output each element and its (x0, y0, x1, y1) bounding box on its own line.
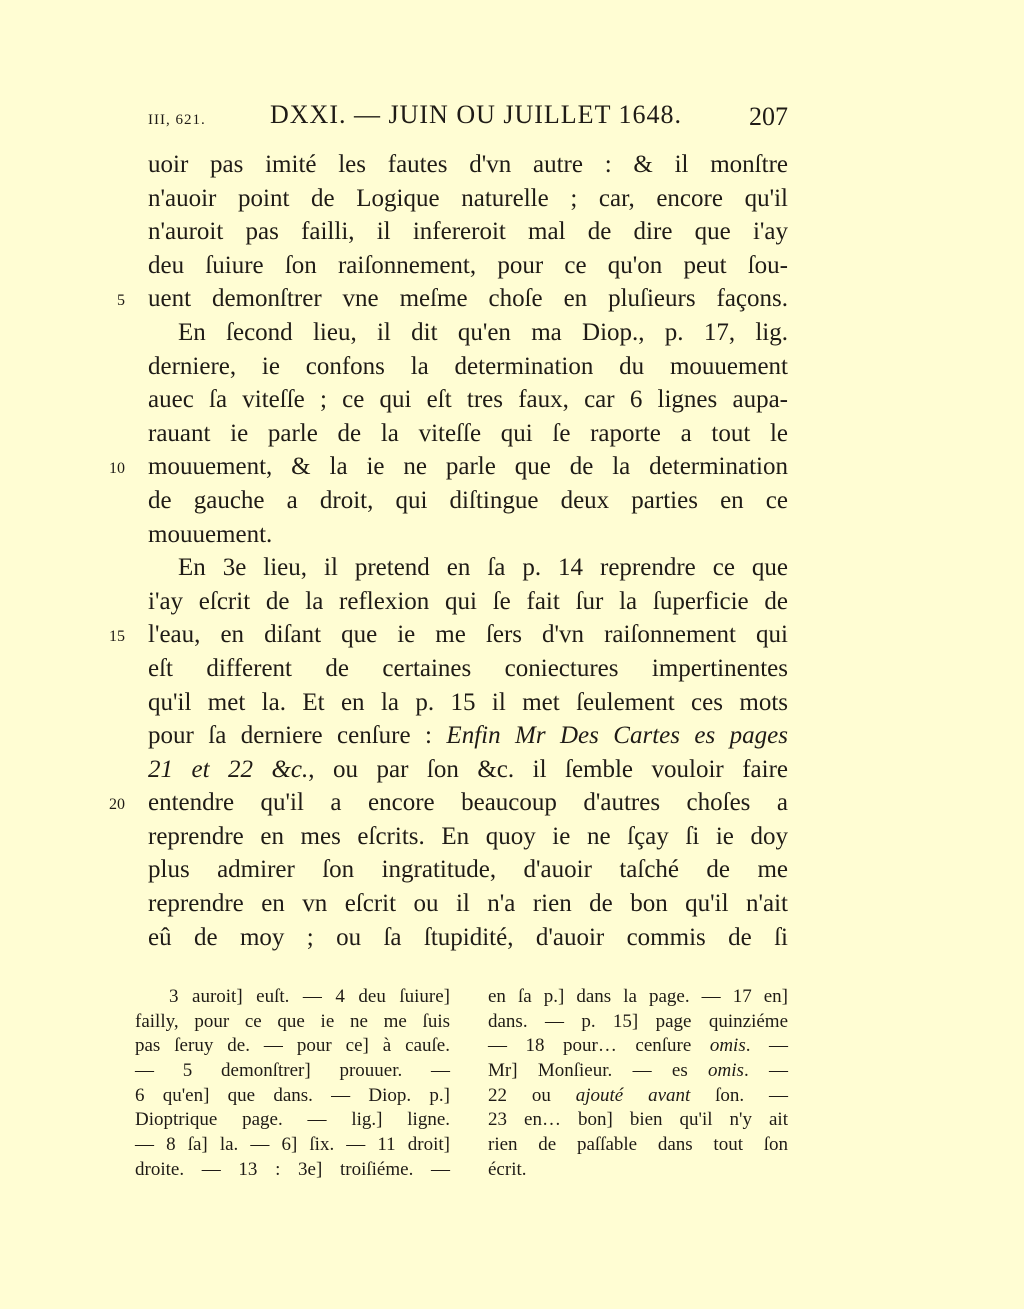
text-line: uent demonſtrer vne meſme choſe en pluſieurs façons. (148, 285, 788, 313)
footnote-line (488, 1059, 788, 1084)
footnote-italic: ajouté avant (575, 1084, 691, 1106)
italic-quote: 21 et 22 &c. (148, 755, 309, 783)
text-line: n'auroit pas failli, il infereroit mal de dire que i'ay (148, 218, 788, 246)
footnote-segment: ſon. — (690, 1084, 789, 1106)
footnote-line: rien de paſſable dans tout ſon (488, 1134, 788, 1156)
text-line: uoir pas imité les fautes d'vn autre : & il monſtre (148, 151, 788, 178)
text-line: En ſecond lieu, il dit qu'en ma Diop., p. 17, lig. (178, 318, 788, 346)
line-number: 5 (117, 292, 125, 309)
text-line: plus admirer ſon ingratitude, d'auoir taſché de me (148, 856, 788, 884)
footnote-segment: . — (743, 1060, 788, 1082)
footnote-line: 23 en… bon] bien qu'il n'y ait (488, 1109, 788, 1131)
footnote-line (488, 1084, 788, 1109)
text-line (148, 719, 788, 753)
text-line: reprendre en mes eſcrits. En quoy ie ne ſçay ſi ie doy (148, 822, 788, 850)
footnote-line: droite. — 13 : 3e] troiſiéme. — (135, 1158, 450, 1180)
text-line: entendre qu'il a encore beaucoup d'autres choſes a (148, 789, 788, 817)
text-line: eſt different de certaines coniectures impertinentes (148, 654, 788, 682)
italic-quote: Enfin Mr Des Cartes es pages (446, 722, 788, 750)
letter-text (148, 148, 788, 954)
volume-reference: III, 621. (148, 112, 206, 128)
footnote-line: — 5 demonſtrer] prouuer. — (135, 1060, 450, 1082)
text-line: n'auoir point de Logique naturelle ; car, encore qu'il (148, 184, 788, 212)
text-segment: , ou par ſon &c. il ſemble vouloir faire (308, 755, 788, 783)
line-number: 10 (109, 460, 125, 477)
footnote-segment: Mr] Monſieur. — es (488, 1060, 709, 1082)
footnote-line: en ſa p.] dans la page. — 17 en] (488, 986, 788, 1007)
footnote-line: écrit. (488, 1158, 527, 1180)
footnote-line: dans. — p. 15] page quinziéme (488, 1010, 788, 1032)
page-title: DXXI. — JUIN OU JUILLET 1648. (270, 100, 682, 129)
text-line: En 3e lieu, il pretend en ſa p. 14 reprendre ce que (178, 554, 788, 582)
text-line: reprendre en vn eſcrit ou il n'a rien de bon qu'il n'ait (148, 890, 788, 918)
running-header (140, 100, 790, 140)
line-number: 15 (109, 628, 125, 645)
footnote-line: 3 auroit] euſt. — 4 deu ſuiure] (169, 986, 450, 1007)
text-line: mouuement, & la ie ne parle que de la determination (148, 453, 788, 481)
text-line: de gauche a droit, qui diſtingue deux parties en ce (148, 486, 788, 514)
text-line: mouuement. (148, 520, 273, 548)
text-line: eû de moy ; ou ſa ſtupidité, d'auoir commis de ſi (148, 923, 788, 951)
text-line: deu ſuiure ſon raiſonnement, pour ce qu'on peut ſou- (148, 251, 788, 279)
footnote-italic: omis (709, 1035, 746, 1057)
line-number: 20 (109, 796, 125, 813)
footnotes-right-column (488, 985, 788, 1183)
footnote-line: failly, pour ce que ie ne me ſuis (135, 1010, 450, 1032)
footnote-line: 6 qu'en] que dans. — Diop. p.] (135, 1084, 450, 1106)
footnote-italic: omis (708, 1060, 744, 1082)
text-line: i'ay eſcrit de la reflexion qui ſe fait ſur la ſuperficie de (148, 587, 788, 615)
text-line (148, 753, 788, 787)
text-line: qu'il met la. Et en la p. 15 il met ſeulement ces mots (148, 688, 788, 716)
footnote-segment: . — (745, 1035, 789, 1057)
text-line: l'eau, en diſant que ie me ſers d'vn raiſonnement qui (148, 621, 788, 649)
text-segment: pour ſa derniere cenſure : (148, 722, 447, 750)
footnote-line: pas ſeruy de. — pour ce] à cauſe. (135, 1035, 450, 1057)
footnote-line: — 8 ſa] la. — 6] ſix. — 11 droit] (135, 1134, 450, 1156)
footnote-line (488, 1034, 788, 1059)
text-line: auec ſa viteſſe ; ce qui eſt tres faux, car 6 lignes aupa- (148, 386, 788, 414)
page-number: 207 (749, 102, 788, 131)
footnotes-left-column (135, 985, 450, 1183)
footnote-line: Dioptrique page. — lig.] ligne. (135, 1109, 450, 1131)
footnote-segment: — 18 pour… cenſure (488, 1035, 710, 1057)
footnote-segment: 22 ou (488, 1084, 576, 1106)
text-line: derniere, ie confons la determination du mouuement (148, 352, 788, 380)
text-line: rauant ie parle de la viteſſe qui ſe raporte a tout le (148, 419, 788, 447)
